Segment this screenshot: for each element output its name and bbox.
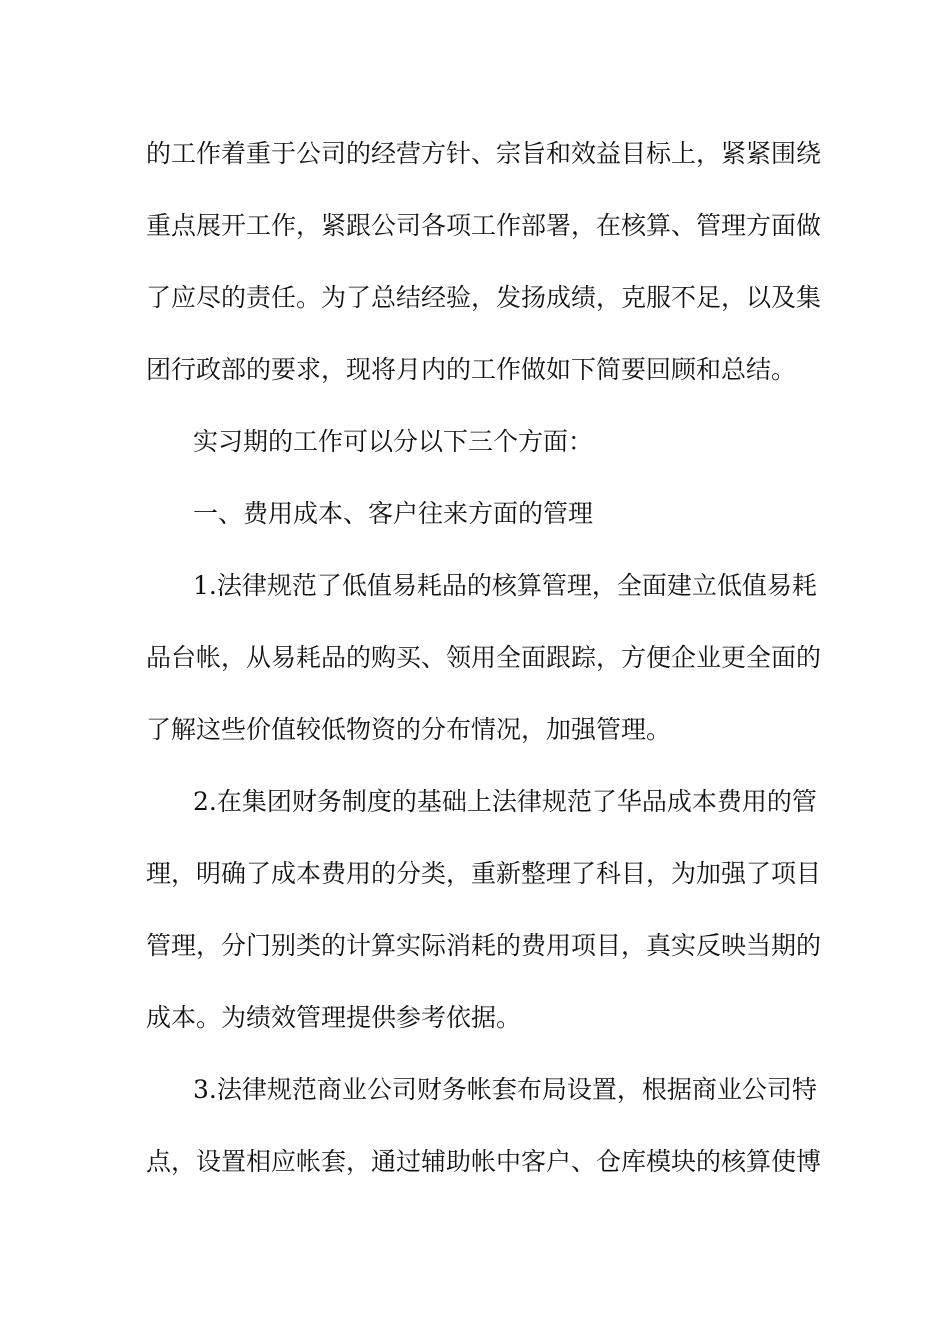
paragraph-line: 理，明确了成本费用的分类，重新整理了科目，为加强了项目 — [146, 859, 822, 888]
paragraph-line: 了解这些价值较低物资的分布情况，加强管理。 — [146, 715, 672, 744]
paragraph-line: 团行政部的要求，现将月内的工作做如下简要回顾和总结。 — [146, 355, 797, 384]
paragraph-line: 实习期的工作可以分以下三个方面： — [193, 427, 594, 456]
paragraph-line: 重点展开工作，紧跟公司各项工作部署，在核算、管理方面做 — [146, 211, 822, 240]
paragraph-line: 成本。为绩效管理提供参考依据。 — [146, 1003, 522, 1032]
paragraph-line: 管理，分门别类的计算实际消耗的费用项目，真实反映当期的 — [146, 931, 822, 960]
paragraph-line: 1.法律规范了低值易耗品的核算管理，全面建立低值易耗 — [193, 571, 817, 600]
paragraph-line: 2.在集团财务制度的基础上法律规范了华品成本费用的管 — [193, 787, 817, 816]
section-heading: 一、费用成本、客户往来方面的管理 — [193, 499, 594, 528]
paragraph-line: 品台帐，从易耗品的购买、领用全面跟踪，方便企业更全面的 — [146, 643, 822, 672]
paragraph-line: 点，设置相应帐套，通过辅助帐中客户、仓库模块的核算使博 — [146, 1147, 822, 1176]
paragraph-line: 了应尽的责任。为了总结经验，发扬成绩，克服不足，以及集 — [146, 283, 822, 312]
paragraph-line: 3.法律规范商业公司财务帐套布局设置，根据商业公司特 — [193, 1075, 817, 1104]
paragraph-line: 的工作着重于公司的经营方针、宗旨和效益目标上，紧紧围绕 — [146, 139, 822, 168]
document-body — [146, 128, 822, 1208]
